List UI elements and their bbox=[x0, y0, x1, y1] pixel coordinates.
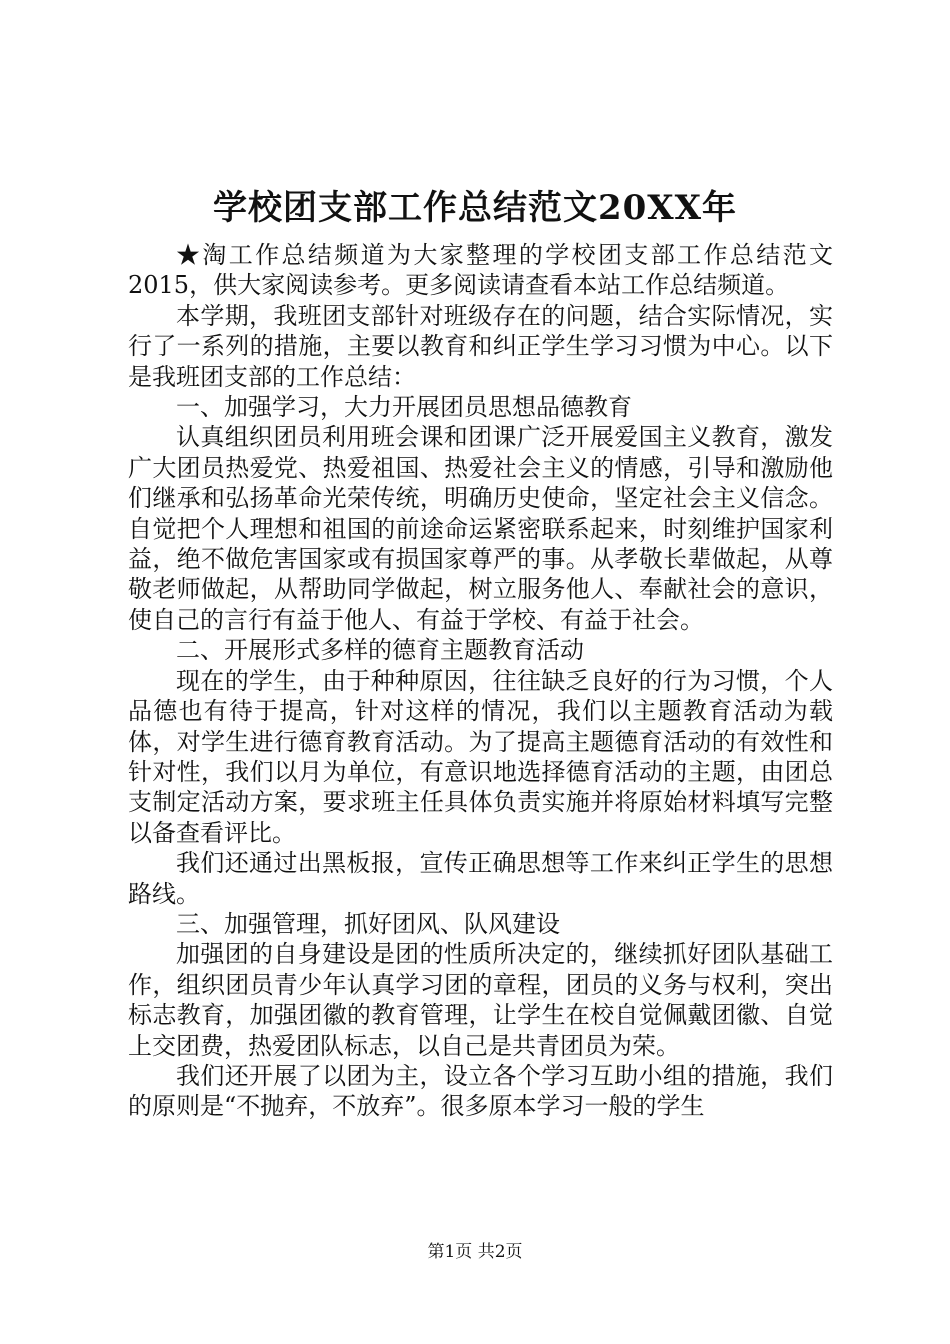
section-heading-2: 二、开展形式多样的德育主题教育活动 bbox=[176, 636, 584, 665]
paragraph-section-3a: 加强团的自身建设是团的性质所决定的，继续抓好团队基础工作，组织团员青少年认真学习团的章程，团员的义务与权利，突出标志教育，加强团徽的教育管理，让学生在校自觉佩戴团徽、自觉上交团费，热爱团队标志，以自己是共青团员为荣。 bbox=[128, 940, 833, 1060]
document-body bbox=[128, 240, 833, 1122]
document-title: 学校团支部工作总结范文20XX年 bbox=[212, 188, 738, 228]
section-heading-1: 一、加强学习，大力开展团员思想品德教育 bbox=[176, 393, 632, 422]
paragraph-section-3b: 我们还开展了以团为主，设立各个学习互助小组的措施，我们的原则是“不抛弃，不放弃”。很多原本学习一般的学生 bbox=[128, 1061, 833, 1121]
paragraph-intro: ★淘工作总结频道为大家整理的学校团支部工作总结范文2015，供大家阅读参考。更多阅读请查看本站工作总结频道。 bbox=[128, 241, 833, 300]
paragraph-overview: 本学期，我班团支部针对班级存在的问题，结合实际情况，实行了一系列的措施，主要以教育和纠正学生学习习惯为中心。以下是我班团支部的工作总结： bbox=[128, 301, 833, 391]
paragraph-section-2a: 现在的学生，由于种种原因，往往缺乏良好的行为习惯，个人品德也有待于提高，针对这样的情况，我们以主题教育活动为载体，对学生进行德育教育活动。为了提高主题德育活动的有效性和针对性，我们以月为单位，有意识地选择德育活动的主题，由团总支制定活动方案，要求班主任具体负责实施并将原始材料填写完整以备查看评比。 bbox=[128, 666, 833, 847]
paragraph-section-1: 认真组织团员利用班会课和团课广泛开展爱国主义教育，激发广大团员热爱党、热爱祖国、热爱社会主义的情感，引导和激励他们继承和弘扬革命光荣传统，明确历史使命，坚定社会主义信念。自觉把个人理想和祖国的前途命运紧密联系起来，时刻维护国家利益，绝不做危害国家或有损国家尊严的事。从孝敬长辈做起，从尊敬老师做起，从帮助同学做起，树立服务他人、奉献社会的意识，使自己的言行有益于他人、有益于学校、有益于社会。 bbox=[128, 423, 833, 634]
paragraph-section-2b: 我们还通过出黑板报，宣传正确思想等工作来纠正学生的思想路线。 bbox=[128, 849, 833, 908]
page-footer: 第1页 共2页 bbox=[427, 1242, 523, 1262]
section-heading-3: 三、加强管理，抓好团风、队风建设 bbox=[176, 909, 560, 938]
